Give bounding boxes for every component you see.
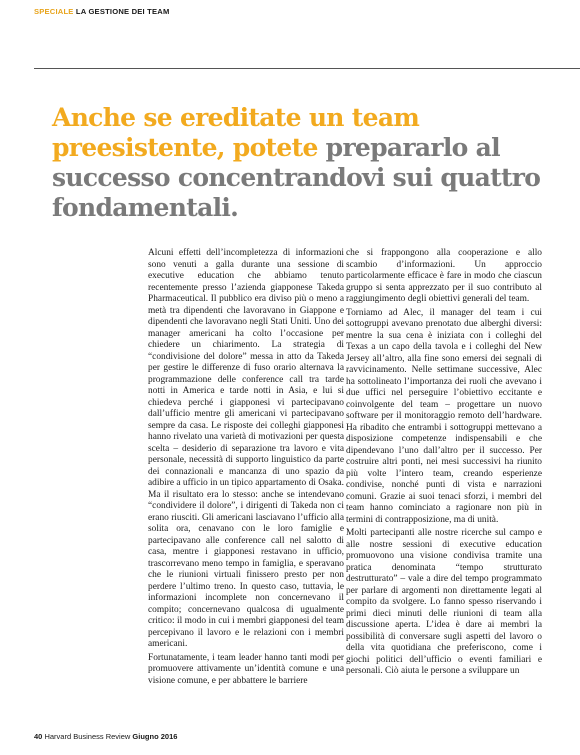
issue-date: Giugno 2016 bbox=[132, 732, 178, 741]
paragraph: Fortunatamente, i team leader hanno tanti modi per promuovere attivamente un’identità comune e una visione comune, e per abbattere le barriere bbox=[148, 652, 344, 686]
header-rule bbox=[34, 68, 580, 69]
body-column-1 bbox=[148, 248, 344, 689]
pull-quote-highlight: Anche se ereditate un team preesistente, potete bbox=[52, 103, 420, 162]
body-column-2 bbox=[346, 248, 542, 680]
publication-name: Harvard Business Review bbox=[44, 732, 131, 741]
pull-quote-rest: prepararlo al successo concentrandovi sui quattro fondamentali. bbox=[52, 133, 541, 222]
section-topic: LA GESTIONE DEI TEAM bbox=[75, 7, 170, 16]
paragraph: che si frappongono alla cooperazione e allo scambio d’informazioni. Un approccio particolarmente efficace è fare in modo che ciascun gruppo si senta apprezzato per il suo contributo al raggiungimento degli obiettivi generali del team. bbox=[346, 248, 542, 304]
paragraph: Alcuni effetti dell’incompletezza di informazioni sono venuti a galla durante una sessione di executive education che abbiamo tenuto recentemente presso l’azienda giapponese Takeda Pharmaceutical. Il pubblico era diviso più o meno a metà tra dipendenti che lavoravano in Giappone e dipendenti che lavoravano negli Stati Uniti. Uno dei manager americani ha colto l’occasione per chiedere un chiarimento. La strategia di “condivisione del dolore” messa in atto da Takeda per gestire le differenze di fuso orario alternava la programmazione delle conference call tra tarde notti in America e tarde notti in Asia, e lui si chiedeva perché i giapponesi vi partecipavano dall’ufficio mentre gli americani vi partecipavano sempre da casa. Le risposte dei colleghi giapponesi hanno rivelato una varietà di motivazioni per questa scelta – desiderio di separazione tra lavoro e vita personale, necessità di supporto linguistico da parte dei connazionali e mancanza di uno spazio da adibire a ufficio in un tipico appartamento di Osaka. Ma il risultato era lo stesso: anche se intendevano “condividere il dolore”, i dirigenti di Takeda non ci erano riusciti. Gli americani lasciavano l’ufficio alla solita ora, cenavano con le loro famiglie e partecipavano alle conference call nel salotto di casa, mentre i giapponesi restavano in ufficio, trascorrevano meno tempo in famiglia, e speravano che le riunioni virtuali finissero presto per non perdere l’ultimo treno. In questo caso, tuttavia, le informazioni incomplete non concernevano il compito; concernevano qualcosa di ugualmente critico: il modo in cui i membri giapponesi del team percepivano il lavoro e le relazioni con i membri americani. bbox=[148, 248, 344, 649]
page-footer bbox=[34, 732, 177, 741]
paragraph: Torniamo ad Alec, il manager del team i cui sottogruppi avevano prenotato due alberghi diversi: mentre la sua cena è iniziata con i colleghi del Texas a un capo della tavola e i colleghi del New Jersey all’altro, alla fine sono emersi dei segnali di ravvicinamento. Nelle settimane successive, Alec ha sottolineato l’importanza dei ruoli che avevano i due uffici nel perseguire l’obiettivo eccitante e coinvolgente del team – progettare un nuovo software per il monitoraggio remoto dell’hardware. Ha ribadito che entrambi i sottogruppi mettevano a disposizione competenze indispensabili e che dipendevano l’uno dall’altro per il successo. Per costruire altri ponti, nei mesi successivi ha riunito più volte l’intero team, creando esperienze condivise, nonché punti di vista e narrazioni comuni. Grazie ai suoi tenaci sforzi, i membri del team hanno cominciato a ragionare non più in termini di contrapposizione, ma di unità. bbox=[346, 307, 542, 525]
page-number: 40 bbox=[34, 732, 43, 741]
section-label: SPECIALE bbox=[34, 7, 74, 16]
pull-quote bbox=[52, 103, 562, 223]
paragraph: Molti partecipanti alle nostre ricerche sul campo e alle nostre sessioni di executive education promuovono una visione condivisa tramite una pratica denominata “tempo strutturato destrutturato” – vale a dire del tempo programmato per parlare di argomenti non direttamente legati al compito da svolgere. Lo fanno spesso riservando i primi dieci minuti delle riunioni di team alla discussione aperta. L’idea è dare ai membri la possibilità di conversare sugli aspetti del lavoro o della vita quotidiana che preferiscono, come i giochi politici dell’ufficio o eventi familiari e personali. Ciò aiuta le persone a sviluppare un bbox=[346, 528, 542, 676]
section-header bbox=[34, 7, 169, 16]
